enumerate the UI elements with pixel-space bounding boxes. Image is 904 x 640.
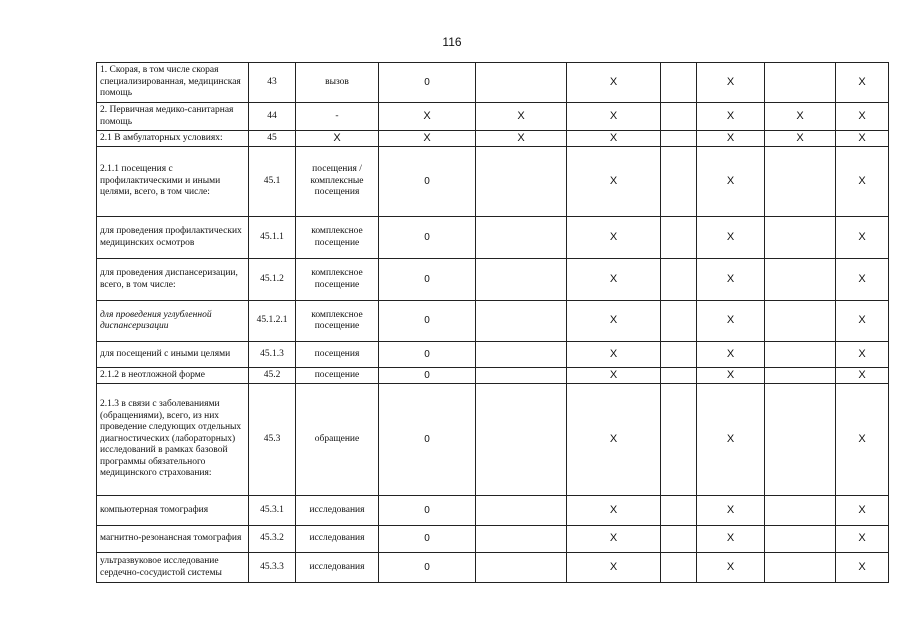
cell <box>661 368 697 384</box>
cell: 0 <box>379 496 476 526</box>
cell: X <box>836 103 889 131</box>
medical-care-table <box>96 62 889 583</box>
cell <box>476 63 567 103</box>
table-row <box>97 553 889 583</box>
row-code: 45.1.3 <box>249 342 296 368</box>
cell: X <box>697 553 765 583</box>
cell: X <box>836 259 889 301</box>
cell <box>661 63 697 103</box>
cell <box>765 301 836 342</box>
cell: X <box>836 147 889 217</box>
cell <box>476 217 567 259</box>
row-label: магнитно-резонансная томография <box>97 526 249 553</box>
cell: X <box>567 131 661 147</box>
row-label: 2.1.1 посещения с профилактическими и иными целями, всего, в том числе: <box>97 147 249 217</box>
row-code: 45.3 <box>249 384 296 496</box>
row-label: для проведения диспансеризации, всего, в том числе: <box>97 259 249 301</box>
cell: X <box>567 217 661 259</box>
cell: X <box>697 496 765 526</box>
cell <box>765 368 836 384</box>
row-unit: комплексное посещение <box>296 259 379 301</box>
cell: X <box>836 496 889 526</box>
row-unit: посещения <box>296 342 379 368</box>
table-row <box>97 131 889 147</box>
cell: X <box>567 526 661 553</box>
cell <box>476 553 567 583</box>
cell <box>661 131 697 147</box>
row-unit: X <box>296 131 379 147</box>
cell: X <box>697 147 765 217</box>
cell <box>661 103 697 131</box>
cell: X <box>567 553 661 583</box>
cell: 0 <box>379 342 476 368</box>
row-label: 1. Скорая, в том числе скорая специализированная, медицинская помощь <box>97 63 249 103</box>
cell: X <box>697 368 765 384</box>
row-code: 45.3.3 <box>249 553 296 583</box>
cell <box>765 496 836 526</box>
cell <box>476 301 567 342</box>
row-label: для проведения углубленной диспансеризации <box>97 301 249 342</box>
row-code: 45.3.2 <box>249 526 296 553</box>
row-label: 2.1 В амбулаторных условиях: <box>97 131 249 147</box>
cell: X <box>836 553 889 583</box>
cell: X <box>379 131 476 147</box>
table-row <box>97 526 889 553</box>
cell: 0 <box>379 553 476 583</box>
cell: X <box>697 526 765 553</box>
cell: 0 <box>379 63 476 103</box>
cell <box>476 384 567 496</box>
cell <box>476 368 567 384</box>
cell <box>661 553 697 583</box>
row-code: 45.1 <box>249 147 296 217</box>
cell: X <box>697 342 765 368</box>
row-code: 43 <box>249 63 296 103</box>
cell <box>661 147 697 217</box>
cell <box>765 553 836 583</box>
table-row <box>97 147 889 217</box>
cell: X <box>836 384 889 496</box>
cell <box>661 496 697 526</box>
cell: X <box>476 103 567 131</box>
row-unit: исследования <box>296 496 379 526</box>
cell <box>476 147 567 217</box>
row-label: компьютерная томография <box>97 496 249 526</box>
cell <box>765 63 836 103</box>
cell <box>661 342 697 368</box>
table-row <box>97 384 889 496</box>
cell: 0 <box>379 217 476 259</box>
page-number: 116 <box>442 35 462 49</box>
cell: X <box>836 342 889 368</box>
row-code: 45.1.2.1 <box>249 301 296 342</box>
cell: X <box>697 103 765 131</box>
cell <box>765 384 836 496</box>
cell: 0 <box>379 368 476 384</box>
row-unit: исследования <box>296 526 379 553</box>
row-label: для проведения профилактических медицинских осмотров <box>97 217 249 259</box>
cell <box>765 147 836 217</box>
cell: X <box>567 368 661 384</box>
cell: X <box>836 301 889 342</box>
cell: X <box>567 384 661 496</box>
cell: X <box>567 147 661 217</box>
row-label: для посещений с иными целями <box>97 342 249 368</box>
row-unit: исследования <box>296 553 379 583</box>
cell <box>661 301 697 342</box>
cell <box>661 259 697 301</box>
cell: X <box>567 342 661 368</box>
cell: X <box>697 217 765 259</box>
cell: X <box>836 217 889 259</box>
row-unit: комплексное посещение <box>296 301 379 342</box>
cell <box>661 384 697 496</box>
cell: X <box>697 131 765 147</box>
row-label: 2. Первичная медико-санитарная помощь <box>97 103 249 131</box>
cell: 0 <box>379 301 476 342</box>
row-code: 45.1.2 <box>249 259 296 301</box>
table-row <box>97 496 889 526</box>
cell: X <box>765 103 836 131</box>
row-code: 45.1.1 <box>249 217 296 259</box>
table-row <box>97 368 889 384</box>
cell: X <box>765 131 836 147</box>
table-row <box>97 259 889 301</box>
cell: X <box>836 526 889 553</box>
cell: X <box>836 131 889 147</box>
row-code: 44 <box>249 103 296 131</box>
cell: X <box>567 496 661 526</box>
row-unit: вызов <box>296 63 379 103</box>
cell: X <box>567 103 661 131</box>
cell <box>476 526 567 553</box>
cell: X <box>697 301 765 342</box>
row-label: 2.1.3 в связи с заболеваниями (обращениями), всего, из них проведение следующих отдельных диагностических (лабораторных) исследований в рамках базовой программы обязательного медицинского страхования: <box>97 384 249 496</box>
table-row <box>97 301 889 342</box>
cell: X <box>476 131 567 147</box>
cell <box>765 217 836 259</box>
table-row <box>97 103 889 131</box>
cell <box>476 342 567 368</box>
cell <box>476 496 567 526</box>
table-row <box>97 217 889 259</box>
row-label: 2.1.2 в неотложной форме <box>97 368 249 384</box>
cell <box>765 342 836 368</box>
row-label: ультразвуковое исследование сердечно-сосудистой системы <box>97 553 249 583</box>
cell: X <box>697 63 765 103</box>
cell: 0 <box>379 259 476 301</box>
table-row <box>97 342 889 368</box>
cell <box>661 526 697 553</box>
cell: X <box>697 384 765 496</box>
row-unit: посещения / комплексные посещения <box>296 147 379 217</box>
cell: X <box>567 259 661 301</box>
cell: X <box>567 301 661 342</box>
cell: 0 <box>379 526 476 553</box>
row-unit: обращение <box>296 384 379 496</box>
cell: X <box>567 63 661 103</box>
cell <box>661 217 697 259</box>
cell: X <box>836 368 889 384</box>
row-unit: посещение <box>296 368 379 384</box>
row-code: 45 <box>249 131 296 147</box>
cell: X <box>379 103 476 131</box>
row-unit: - <box>296 103 379 131</box>
cell <box>765 526 836 553</box>
row-code: 45.3.1 <box>249 496 296 526</box>
cell <box>476 259 567 301</box>
cell: X <box>697 259 765 301</box>
cell: 0 <box>379 147 476 217</box>
cell: X <box>836 63 889 103</box>
table-row <box>97 63 889 103</box>
row-unit: комплексное посещение <box>296 217 379 259</box>
row-code: 45.2 <box>249 368 296 384</box>
cell: 0 <box>379 384 476 496</box>
cell <box>765 259 836 301</box>
